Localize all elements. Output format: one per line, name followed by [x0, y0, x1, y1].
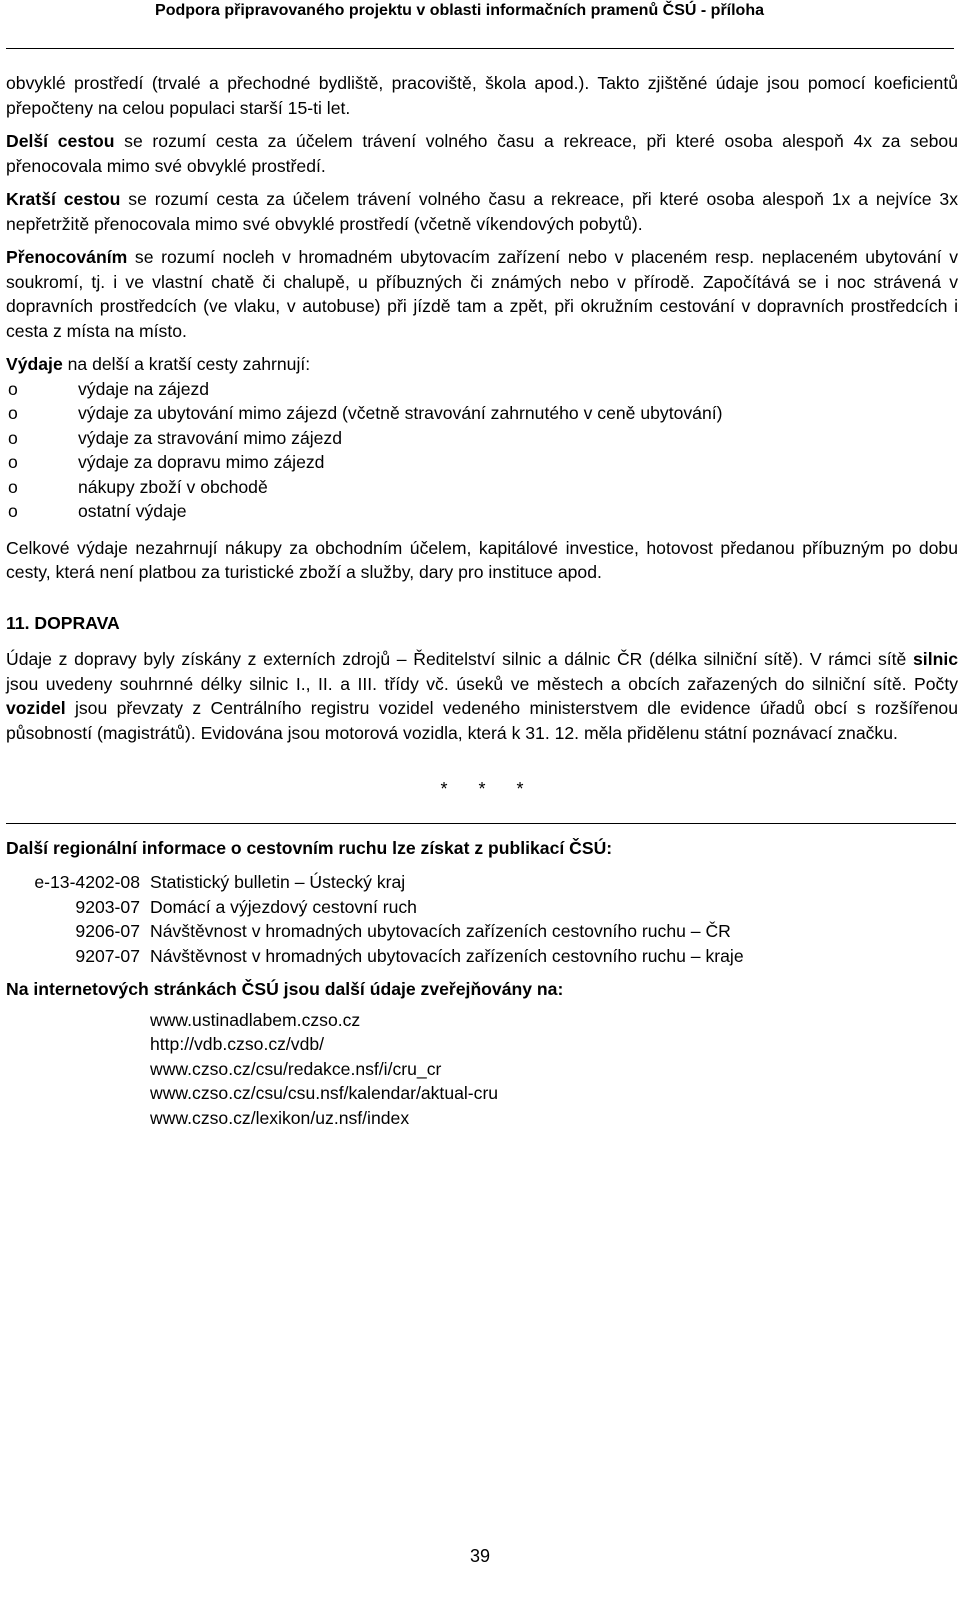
doprava-text-3: jsou převzaty z Centrálního registru vozidel vedeného ministerstvem dle evidence úřadů obcí s rozšířenou působností (magistrátů). Evidována jsou motorová vozidla, která k 31. 12. měla přidělenu státní poznávací značku.: [6, 698, 958, 743]
publications-heading-text: Další regionální informace o cestovním ruchu lze získat z publikací ČSÚ:: [6, 837, 613, 858]
page-content: [6, 71, 958, 1130]
publications-list: [6, 870, 958, 968]
list-item-text: výdaje za stravování mimo zájezd: [78, 427, 343, 448]
vydaje-term: Výdaje: [6, 354, 63, 374]
internet-heading-text: Na internetových stránkách ČSÚ jsou další údaje zveřejňovány na:: [6, 979, 564, 999]
list-item-text: výdaje na zájezd: [78, 378, 210, 399]
web-link[interactable]: www.czso.cz/lexikon/uz.nsf/index: [150, 1107, 410, 1128]
delsi-cesta-term: Delší cestou: [6, 131, 115, 151]
publication-row: [6, 895, 958, 920]
header-rule: [6, 48, 954, 49]
publication-row: [6, 944, 958, 969]
publications-heading: [6, 836, 958, 861]
publication-row: [6, 919, 958, 944]
doprava-text-2: jsou uvedeny souhrnné délky silnic I., II. a III. třídy vč. úseků ve městech a obcích zařazených do silniční sítě. Počty: [6, 673, 958, 694]
delsi-cesta-text: se rozumí cesta za účelem trávení volného času a rekreace, při které osoba alespoň 4x za sebou přenocovala mimo své obvyklé prostředí.: [6, 131, 958, 176]
doprava-text-1: Údaje z dopravy byly získány z externích zdrojů – Ředitelství silnic a dálnic ČR (délka silniční sítě). V rámci sítě: [6, 649, 914, 669]
vozidel-term: vozidel: [6, 698, 66, 718]
kratsi-cesta-paragraph: [6, 187, 958, 236]
list-item: [6, 426, 958, 451]
list-item-text: nákupy zboží v obchodě: [78, 476, 268, 497]
publication-code: 9203-07: [75, 896, 140, 917]
bullet-marker: o: [8, 427, 18, 448]
list-item-text: ostatní výdaje: [78, 501, 187, 521]
section-heading: [6, 611, 958, 636]
silnic-term: silnic: [913, 649, 958, 669]
web-link[interactable]: http://vdb.czso.cz/vdb/: [150, 1034, 325, 1054]
section-separator: [6, 777, 958, 802]
bullet-marker: o: [8, 476, 18, 497]
publication-code: e-13-4202-08: [34, 872, 140, 892]
bullet-marker: o: [8, 501, 18, 521]
prenocovani-text: se rozumí nocleh v hromadném ubytovacím zařízení nebo v placeném resp. neplaceném ubytování v soukromí, tj. i ve vlastní chatě či chalupě, u příbuzných či známých nebo v přírodě. Započítává se i noc strávená v dopravních prostředcích (ve vlaku, v autobuse) při jízdě tam a zpět, při okružním cestování v dopravních prostředcích i cesta z místa na místo.: [6, 247, 958, 341]
list-item: [6, 401, 958, 426]
delsi-cesta-paragraph: [6, 129, 958, 178]
horizontal-rule: [6, 823, 956, 824]
intro-paragraph: obvyklé prostředí (trvalé a přechodné bydliště, pracoviště, škola apod.). Takto zjištěné údaje jsou pomocí koeficientů přepočteny na celou populaci starší 15-ti let.: [6, 73, 958, 118]
separator-star: *: [516, 779, 524, 799]
links-list: [6, 1008, 958, 1131]
bullet-marker: o: [8, 452, 18, 472]
doprava-paragraph: [6, 647, 958, 745]
page-header: Podpora připravovaného projektu v oblasti informačních pramenů ČSÚ - příloha: [155, 2, 764, 19]
web-link[interactable]: www.czso.cz/csu/redakce.nsf/i/cru_cr: [150, 1058, 442, 1079]
web-link[interactable]: www.czso.cz/csu/csu.nsf/kalendar/aktual-cru: [150, 1083, 499, 1103]
bullet-marker: o: [8, 378, 18, 399]
kratsi-cesta-term: Kratší cestou: [6, 189, 121, 209]
publication-code: 9207-07: [75, 945, 140, 966]
web-link[interactable]: www.ustinadlabem.czso.cz: [150, 1009, 361, 1030]
prenocovani-paragraph: [6, 245, 958, 343]
expenses-list: [6, 377, 958, 524]
publication-title: Návštěvnost v hromadných ubytovacích zařízeních cestovního ruchu – kraje: [150, 945, 744, 966]
publication-row: [6, 870, 958, 895]
publication-title: Statistický bulletin – Ústecký kraj: [150, 872, 406, 892]
publication-title: Návštěvnost v hromadných ubytovacích zařízeních cestovního ruchu – ČR: [150, 921, 731, 941]
list-item: [6, 450, 958, 475]
bullet-marker: o: [8, 403, 18, 423]
list-item: [6, 475, 958, 500]
separator-star: *: [478, 779, 486, 799]
kratsi-cesta-text: se rozumí cesta za účelem trávení volného času a rekreace, při které osoba alespoň 1x a nejvíce 3x nepřetržitě přenocovala mimo své obvyklé prostředí (včetně víkendových pobytů).: [6, 189, 958, 234]
publication-title: Domácí a výjezdový cestovní ruch: [150, 896, 417, 917]
list-item-text: výdaje za dopravu mimo zájezd: [78, 452, 325, 472]
celkove-vydaje-paragraph: Celkové výdaje nezahrnují nákupy za obchodním účelem, kapitálové investice, hotovost předanou příbuzným po dobu cesty, která není platbou za turistické zboží a služby, dary pro instituce apod.: [6, 537, 958, 582]
vydaje-text: na delší a kratší cesty zahrnují:: [62, 354, 311, 374]
page-number: 39: [469, 1546, 491, 1566]
vydaje-intro: [6, 352, 958, 377]
list-item: [6, 377, 958, 402]
section-11-heading: 11. DOPRAVA: [6, 612, 120, 633]
list-item-text: výdaje za ubytování mimo zájezd (včetně stravování zahrnutého v ceně ubytování): [78, 403, 723, 423]
list-item: [6, 499, 958, 524]
separator-star: *: [440, 779, 448, 799]
prenocovani-term: Přenocováním: [6, 247, 128, 267]
publication-code: 9206-07: [75, 921, 140, 941]
internet-heading: [6, 977, 958, 1002]
